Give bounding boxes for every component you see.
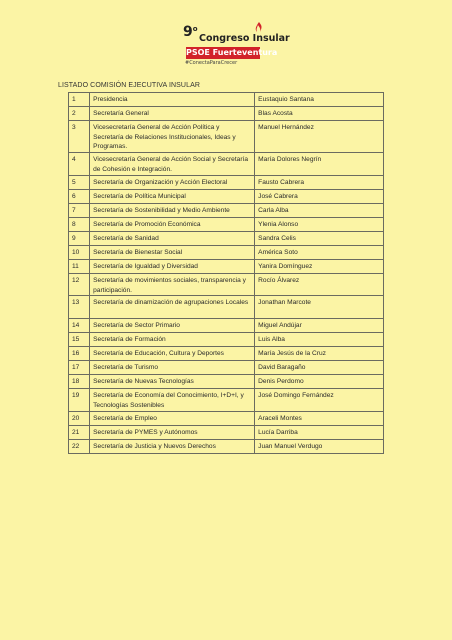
- member-name: Miguel Andújar: [255, 319, 384, 333]
- row-number: 14: [69, 319, 90, 333]
- table-row: [69, 93, 384, 107]
- member-name: David Baragaño: [255, 361, 384, 375]
- member-name: Juan Manuel Verdugo: [255, 440, 384, 454]
- row-number: 22: [69, 440, 90, 454]
- role-cell: Secretaría de Turismo: [90, 361, 255, 375]
- role-cell: Secretaría de Justicia y Nuevos Derechos: [90, 440, 255, 454]
- role-cell: Vicesecretaría General de Acción Política y Secretaría de Relaciones Institucionales, Ideas y Programas.: [90, 121, 255, 153]
- table-row: [69, 232, 384, 246]
- table-row: [69, 190, 384, 204]
- role-cell: Secretaría de Organización y Acción Electoral: [90, 176, 255, 190]
- list-title: LISTADO COMISIÓN EJECUTIVA INSULAR: [58, 82, 200, 89]
- role-cell: Secretaría de PYMES y Autónomos: [90, 426, 255, 440]
- committee-table: [68, 92, 384, 454]
- member-name: María Jesús de la Cruz: [255, 347, 384, 361]
- role-cell: Secretaría de Formación: [90, 333, 255, 347]
- member-name: Manuel Hernández: [255, 121, 384, 153]
- table-row: [69, 176, 384, 190]
- role-cell: Secretaría de Empleo: [90, 412, 255, 426]
- role-cell: Secretaría de Educación, Cultura y Deportes: [90, 347, 255, 361]
- flame-icon: [254, 22, 264, 32]
- role-cell: Secretaría de movimientos sociales, transparencia y participación.: [90, 274, 255, 296]
- row-number: 10: [69, 246, 90, 260]
- row-number: 3: [69, 121, 90, 153]
- member-name: Ylenia Alonso: [255, 218, 384, 232]
- row-number: 4: [69, 153, 90, 176]
- role-cell: Secretaría de Economía del Conocimiento, I+D+I, y Tecnologías Sostenibles: [90, 389, 255, 412]
- member-name: Fausto Cabrera: [255, 176, 384, 190]
- row-number: 2: [69, 107, 90, 121]
- member-name: Sandra Celis: [255, 232, 384, 246]
- member-name: Denis Perdomo: [255, 375, 384, 389]
- row-number: 5: [69, 176, 90, 190]
- table-row: [69, 121, 384, 153]
- row-number: 17: [69, 361, 90, 375]
- row-number: 13: [69, 296, 90, 319]
- table-row: [69, 319, 384, 333]
- table-row: [69, 426, 384, 440]
- member-name: Lucía Darriba: [255, 426, 384, 440]
- congress-title: Congreso Insular: [199, 33, 290, 44]
- member-name: Rocío Álvarez: [255, 274, 384, 296]
- member-name: Eustaquio Santana: [255, 93, 384, 107]
- row-number: 16: [69, 347, 90, 361]
- member-name: José Cabrera: [255, 190, 384, 204]
- member-name: Araceli Montes: [255, 412, 384, 426]
- table-row: [69, 246, 384, 260]
- table-row: [69, 389, 384, 412]
- table-row: [69, 333, 384, 347]
- role-cell: Vicesecretaría General de Acción Social y Secretaría de Cohesión e Integración.: [90, 153, 255, 176]
- row-number: 12: [69, 274, 90, 296]
- member-name: José Domingo Fernández: [255, 389, 384, 412]
- table-row: [69, 204, 384, 218]
- table-row: [69, 218, 384, 232]
- campaign-hashtag: #ConectaParaCrecer: [185, 60, 238, 66]
- member-name: María Dolores Negrín: [255, 153, 384, 176]
- table-row: [69, 412, 384, 426]
- row-number: 6: [69, 190, 90, 204]
- role-cell: Secretaría de Nuevas Tecnologías: [90, 375, 255, 389]
- member-name: Jonathan Marcote: [255, 296, 384, 319]
- row-number: 9: [69, 232, 90, 246]
- row-number: 11: [69, 260, 90, 274]
- congress-logo: [183, 22, 290, 74]
- party-band: PSOE Fuerteventura: [186, 48, 278, 57]
- role-cell: Secretaría de Sanidad: [90, 232, 255, 246]
- row-number: 19: [69, 389, 90, 412]
- row-number: 18: [69, 375, 90, 389]
- table-row: [69, 440, 384, 454]
- role-cell: Presidencia: [90, 93, 255, 107]
- member-name: Carla Alba: [255, 204, 384, 218]
- table-row: [69, 296, 384, 319]
- table-row: [69, 347, 384, 361]
- role-cell: Secretaría de Igualdad y Diversidad: [90, 260, 255, 274]
- table-row: [69, 361, 384, 375]
- table-row: [69, 107, 384, 121]
- role-cell: Secretaría de Política Municipal: [90, 190, 255, 204]
- member-name: Yanira Domínguez: [255, 260, 384, 274]
- row-number: 1: [69, 93, 90, 107]
- member-name: Luis Alba: [255, 333, 384, 347]
- role-cell: Secretaría de Bienestar Social: [90, 246, 255, 260]
- role-cell: Secretaría de dinamización de agrupaciones Locales: [90, 296, 255, 319]
- row-number: 20: [69, 412, 90, 426]
- role-cell: Secretaría de Promoción Económica: [90, 218, 255, 232]
- member-name: Blas Acosta: [255, 107, 384, 121]
- role-cell: Secretaría General: [90, 107, 255, 121]
- role-cell: Secretaría de Sostenibilidad y Medio Ambiente: [90, 204, 255, 218]
- table-row: [69, 375, 384, 389]
- row-number: 21: [69, 426, 90, 440]
- row-number: 15: [69, 333, 90, 347]
- row-number: 8: [69, 218, 90, 232]
- table-row: [69, 153, 384, 176]
- row-number: 7: [69, 204, 90, 218]
- table-row: [69, 274, 384, 296]
- congress-number: 9$^o$: [183, 24, 198, 40]
- table-row: [69, 260, 384, 274]
- role-cell: Secretaría de Sector Primario: [90, 319, 255, 333]
- member-name: América Soto: [255, 246, 384, 260]
